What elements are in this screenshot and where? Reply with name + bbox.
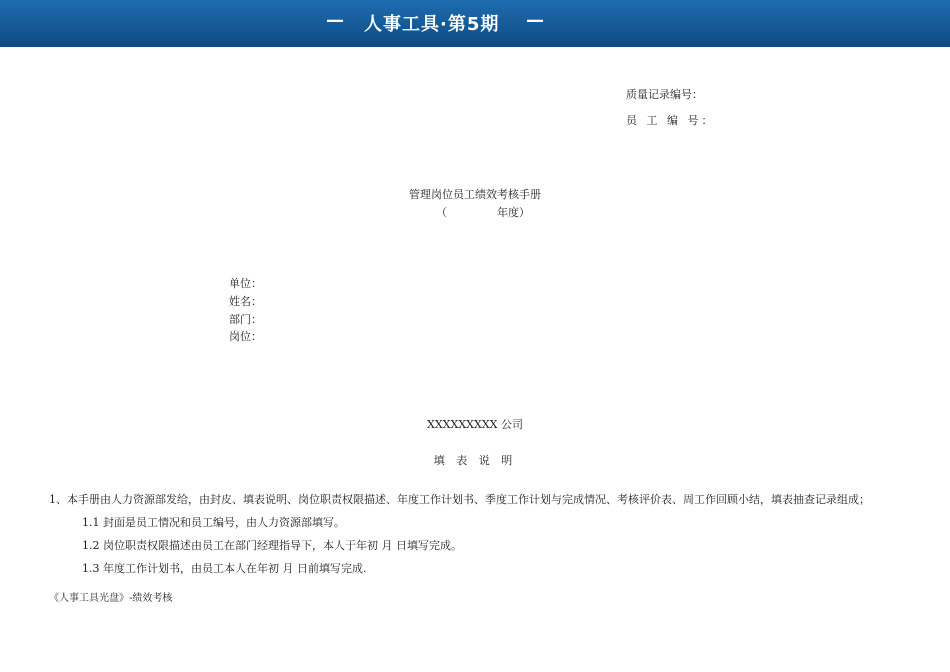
banner-title-row: [0, 0, 950, 47]
instruction-item: 1.2 岗位职责权限描述由员工在部门经理指导下，本人于年初 月 日填写完成。: [82, 539, 462, 552]
manual-title: 管理岗位员工绩效考核手册: [409, 188, 541, 201]
year-line: [436, 206, 530, 220]
banner-dash-right: —: [526, 10, 544, 31]
company-name: XXXXXXXXX 公司: [427, 418, 523, 431]
banner-dash-left: —: [326, 10, 344, 31]
name-field-label: 姓名：: [229, 295, 262, 308]
banner-title: 人事工具·第5期: [364, 14, 500, 35]
employee-number-label: 员 工 编 号：: [626, 114, 716, 127]
position-field-label: 岗位：: [229, 330, 262, 343]
section-title: 填 表 说 明: [433, 454, 517, 467]
unit-field-label: 单位：: [229, 277, 262, 290]
footer-source: 《人事工具光盘》-绩效考核: [49, 593, 173, 604]
instruction-item: 1.3 年度工作计划书，由员工本人在年初 月 日前填写完成.: [82, 562, 367, 575]
year-label: 年度）: [497, 206, 530, 219]
quality-record-number-label: 质量记录编号：: [626, 88, 703, 101]
instruction-item: 1、本手册由人力资源部发给，由封皮、填表说明、岗位职责权限描述、年度工作计划书、季度工作计划与完成情况、考核评价表、周工作回顾小结，填表抽查记录组成；: [49, 493, 870, 506]
year-open-paren: （: [436, 206, 447, 219]
instruction-item: 1.1 封面是员工情况和员工编号，由人力资源部填写。: [82, 516, 345, 529]
department-field-label: 部门：: [229, 313, 262, 326]
